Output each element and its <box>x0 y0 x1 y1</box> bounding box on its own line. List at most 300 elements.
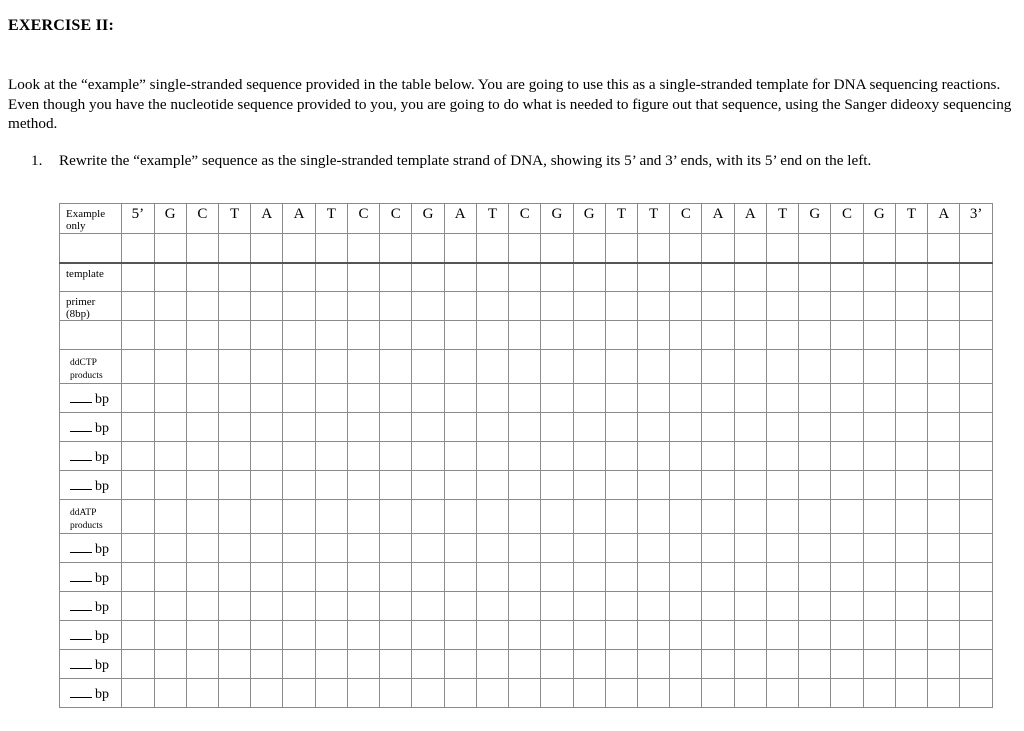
answer-cell[interactable] <box>509 350 541 384</box>
answer-cell[interactable] <box>734 292 766 321</box>
answer-cell[interactable] <box>380 679 412 708</box>
answer-cell[interactable] <box>863 384 895 413</box>
answer-cell[interactable] <box>573 500 605 534</box>
answer-cell[interactable] <box>380 563 412 592</box>
answer-cell[interactable] <box>960 384 993 413</box>
answer-cell[interactable] <box>605 563 637 592</box>
answer-cell[interactable] <box>218 413 250 442</box>
answer-cell[interactable] <box>509 384 541 413</box>
answer-cell[interactable] <box>670 321 702 350</box>
answer-cell[interactable] <box>573 350 605 384</box>
answer-cell[interactable] <box>670 442 702 471</box>
answer-cell[interactable] <box>863 592 895 621</box>
answer-cell[interactable] <box>928 442 960 471</box>
answer-cell[interactable] <box>895 292 927 321</box>
answer-cell[interactable] <box>412 292 444 321</box>
answer-cell[interactable] <box>799 234 831 263</box>
answer-cell[interactable] <box>122 350 154 384</box>
answer-cell[interactable] <box>928 534 960 563</box>
answer-cell[interactable] <box>670 592 702 621</box>
answer-cell[interactable] <box>573 621 605 650</box>
answer-cell[interactable] <box>444 500 476 534</box>
answer-cell[interactable] <box>218 650 250 679</box>
answer-cell[interactable] <box>380 534 412 563</box>
answer-cell[interactable] <box>476 384 508 413</box>
answer-cell[interactable] <box>186 384 218 413</box>
bp-blank-line[interactable] <box>70 390 92 403</box>
answer-cell[interactable] <box>799 321 831 350</box>
answer-cell[interactable] <box>186 263 218 292</box>
answer-cell[interactable] <box>960 500 993 534</box>
answer-cell[interactable] <box>347 679 379 708</box>
answer-cell[interactable] <box>154 621 186 650</box>
answer-cell[interactable] <box>283 442 315 471</box>
answer-cell[interactable] <box>251 534 283 563</box>
answer-cell[interactable] <box>347 534 379 563</box>
answer-cell[interactable] <box>928 471 960 500</box>
answer-cell[interactable] <box>541 471 573 500</box>
bp-blank-line[interactable] <box>70 419 92 432</box>
answer-cell[interactable] <box>218 384 250 413</box>
answer-cell[interactable] <box>380 650 412 679</box>
answer-cell[interactable] <box>766 234 798 263</box>
answer-cell[interactable] <box>895 500 927 534</box>
answer-cell[interactable] <box>218 292 250 321</box>
answer-cell[interactable] <box>476 650 508 679</box>
answer-cell[interactable] <box>541 413 573 442</box>
answer-cell[interactable] <box>734 563 766 592</box>
answer-cell[interactable] <box>766 442 798 471</box>
answer-cell[interactable] <box>895 321 927 350</box>
answer-cell[interactable] <box>412 321 444 350</box>
answer-cell[interactable] <box>122 471 154 500</box>
answer-cell[interactable] <box>670 679 702 708</box>
answer-cell[interactable] <box>509 650 541 679</box>
answer-cell[interactable] <box>509 592 541 621</box>
answer-cell[interactable] <box>444 650 476 679</box>
answer-cell[interactable] <box>315 321 347 350</box>
answer-cell[interactable] <box>380 621 412 650</box>
answer-cell[interactable] <box>573 563 605 592</box>
answer-cell[interactable] <box>799 442 831 471</box>
answer-cell[interactable] <box>799 471 831 500</box>
answer-cell[interactable] <box>315 442 347 471</box>
answer-cell[interactable] <box>283 534 315 563</box>
bp-blank-line[interactable] <box>70 656 92 669</box>
answer-cell[interactable] <box>347 350 379 384</box>
answer-cell[interactable] <box>251 234 283 263</box>
answer-cell[interactable] <box>831 500 863 534</box>
answer-cell[interactable] <box>960 413 993 442</box>
answer-cell[interactable] <box>766 534 798 563</box>
answer-cell[interactable] <box>509 679 541 708</box>
answer-cell[interactable] <box>928 413 960 442</box>
answer-cell[interactable] <box>734 500 766 534</box>
answer-cell[interactable] <box>863 621 895 650</box>
answer-cell[interactable] <box>380 292 412 321</box>
answer-cell[interactable] <box>831 321 863 350</box>
answer-cell[interactable] <box>702 621 734 650</box>
answer-cell[interactable] <box>799 413 831 442</box>
answer-cell[interactable] <box>380 384 412 413</box>
answer-cell[interactable] <box>347 500 379 534</box>
answer-cell[interactable] <box>702 321 734 350</box>
answer-cell[interactable] <box>541 500 573 534</box>
answer-cell[interactable] <box>799 650 831 679</box>
answer-cell[interactable] <box>638 442 670 471</box>
answer-cell[interactable] <box>509 442 541 471</box>
answer-cell[interactable] <box>122 292 154 321</box>
answer-cell[interactable] <box>509 234 541 263</box>
answer-cell[interactable] <box>863 234 895 263</box>
answer-cell[interactable] <box>444 263 476 292</box>
answer-cell[interactable] <box>347 263 379 292</box>
answer-cell[interactable] <box>702 563 734 592</box>
answer-cell[interactable] <box>960 263 993 292</box>
answer-cell[interactable] <box>122 500 154 534</box>
answer-cell[interactable] <box>315 234 347 263</box>
answer-cell[interactable] <box>541 234 573 263</box>
answer-cell[interactable] <box>412 592 444 621</box>
answer-cell[interactable] <box>218 234 250 263</box>
answer-cell[interactable] <box>605 592 637 621</box>
answer-cell[interactable] <box>154 650 186 679</box>
answer-cell[interactable] <box>251 384 283 413</box>
answer-cell[interactable] <box>283 234 315 263</box>
answer-cell[interactable] <box>638 563 670 592</box>
answer-cell[interactable] <box>605 471 637 500</box>
answer-cell[interactable] <box>251 442 283 471</box>
answer-cell[interactable] <box>670 500 702 534</box>
answer-cell[interactable] <box>638 621 670 650</box>
answer-cell[interactable] <box>476 563 508 592</box>
answer-cell[interactable] <box>702 292 734 321</box>
answer-cell[interactable] <box>605 534 637 563</box>
answer-cell[interactable] <box>251 592 283 621</box>
bp-blank-line[interactable] <box>70 477 92 490</box>
answer-cell[interactable] <box>476 263 508 292</box>
answer-cell[interactable] <box>283 471 315 500</box>
answer-cell[interactable] <box>831 650 863 679</box>
answer-cell[interactable] <box>831 534 863 563</box>
answer-cell[interactable] <box>315 534 347 563</box>
answer-cell[interactable] <box>218 350 250 384</box>
answer-cell[interactable] <box>670 471 702 500</box>
answer-cell[interactable] <box>444 384 476 413</box>
answer-cell[interactable] <box>283 384 315 413</box>
answer-cell[interactable] <box>509 321 541 350</box>
answer-cell[interactable] <box>380 471 412 500</box>
answer-cell[interactable] <box>476 621 508 650</box>
answer-cell[interactable] <box>799 563 831 592</box>
answer-cell[interactable] <box>283 621 315 650</box>
answer-cell[interactable] <box>766 563 798 592</box>
answer-cell[interactable] <box>251 350 283 384</box>
answer-cell[interactable] <box>444 350 476 384</box>
answer-cell[interactable] <box>315 650 347 679</box>
answer-cell[interactable] <box>186 650 218 679</box>
answer-cell[interactable] <box>895 263 927 292</box>
answer-cell[interactable] <box>218 534 250 563</box>
answer-cell[interactable] <box>863 321 895 350</box>
answer-cell[interactable] <box>702 263 734 292</box>
answer-cell[interactable] <box>766 471 798 500</box>
answer-cell[interactable] <box>638 592 670 621</box>
answer-cell[interactable] <box>960 471 993 500</box>
answer-cell[interactable] <box>315 563 347 592</box>
answer-cell[interactable] <box>638 413 670 442</box>
answer-cell[interactable] <box>251 471 283 500</box>
answer-cell[interactable] <box>541 292 573 321</box>
answer-cell[interactable] <box>895 563 927 592</box>
answer-cell[interactable] <box>960 292 993 321</box>
answer-cell[interactable] <box>444 471 476 500</box>
answer-cell[interactable] <box>218 263 250 292</box>
answer-cell[interactable] <box>218 679 250 708</box>
answer-cell[interactable] <box>638 679 670 708</box>
answer-cell[interactable] <box>766 592 798 621</box>
answer-cell[interactable] <box>895 442 927 471</box>
answer-cell[interactable] <box>251 263 283 292</box>
answer-cell[interactable] <box>154 384 186 413</box>
answer-cell[interactable] <box>283 292 315 321</box>
answer-cell[interactable] <box>315 621 347 650</box>
answer-cell[interactable] <box>702 679 734 708</box>
answer-cell[interactable] <box>638 500 670 534</box>
answer-cell[interactable] <box>380 442 412 471</box>
answer-cell[interactable] <box>541 442 573 471</box>
answer-cell[interactable] <box>444 321 476 350</box>
answer-cell[interactable] <box>444 563 476 592</box>
answer-cell[interactable] <box>766 679 798 708</box>
answer-cell[interactable] <box>670 263 702 292</box>
answer-cell[interactable] <box>347 413 379 442</box>
answer-cell[interactable] <box>895 471 927 500</box>
answer-cell[interactable] <box>799 621 831 650</box>
answer-cell[interactable] <box>928 592 960 621</box>
answer-cell[interactable] <box>831 413 863 442</box>
answer-cell[interactable] <box>444 413 476 442</box>
answer-cell[interactable] <box>605 500 637 534</box>
answer-cell[interactable] <box>541 621 573 650</box>
answer-cell[interactable] <box>476 321 508 350</box>
answer-cell[interactable] <box>573 263 605 292</box>
answer-cell[interactable] <box>960 350 993 384</box>
answer-cell[interactable] <box>283 350 315 384</box>
answer-cell[interactable] <box>670 350 702 384</box>
answer-cell[interactable] <box>186 442 218 471</box>
answer-cell[interactable] <box>251 321 283 350</box>
answer-cell[interactable] <box>960 592 993 621</box>
answer-cell[interactable] <box>638 350 670 384</box>
answer-cell[interactable] <box>928 500 960 534</box>
answer-cell[interactable] <box>863 263 895 292</box>
answer-cell[interactable] <box>476 592 508 621</box>
answer-cell[interactable] <box>154 442 186 471</box>
answer-cell[interactable] <box>702 534 734 563</box>
answer-cell[interactable] <box>315 592 347 621</box>
answer-cell[interactable] <box>831 621 863 650</box>
answer-cell[interactable] <box>960 679 993 708</box>
answer-cell[interactable] <box>863 292 895 321</box>
answer-cell[interactable] <box>895 413 927 442</box>
answer-cell[interactable] <box>218 471 250 500</box>
answer-cell[interactable] <box>154 350 186 384</box>
answer-cell[interactable] <box>283 650 315 679</box>
answer-cell[interactable] <box>734 471 766 500</box>
answer-cell[interactable] <box>476 442 508 471</box>
answer-cell[interactable] <box>702 234 734 263</box>
answer-cell[interactable] <box>605 442 637 471</box>
answer-cell[interactable] <box>186 679 218 708</box>
answer-cell[interactable] <box>670 234 702 263</box>
answer-cell[interactable] <box>380 234 412 263</box>
answer-cell[interactable] <box>670 650 702 679</box>
answer-cell[interactable] <box>670 292 702 321</box>
answer-cell[interactable] <box>251 500 283 534</box>
answer-cell[interactable] <box>315 679 347 708</box>
answer-cell[interactable] <box>218 500 250 534</box>
answer-cell[interactable] <box>670 534 702 563</box>
answer-cell[interactable] <box>638 321 670 350</box>
answer-cell[interactable] <box>928 292 960 321</box>
answer-cell[interactable] <box>315 350 347 384</box>
answer-cell[interactable] <box>122 234 154 263</box>
answer-cell[interactable] <box>573 292 605 321</box>
answer-cell[interactable] <box>702 384 734 413</box>
answer-cell[interactable] <box>412 263 444 292</box>
answer-cell[interactable] <box>863 534 895 563</box>
answer-cell[interactable] <box>412 413 444 442</box>
answer-cell[interactable] <box>476 500 508 534</box>
answer-cell[interactable] <box>638 471 670 500</box>
answer-cell[interactable] <box>186 621 218 650</box>
answer-cell[interactable] <box>154 234 186 263</box>
answer-cell[interactable] <box>380 263 412 292</box>
answer-cell[interactable] <box>122 621 154 650</box>
answer-cell[interactable] <box>154 263 186 292</box>
answer-cell[interactable] <box>831 679 863 708</box>
answer-cell[interactable] <box>154 563 186 592</box>
answer-cell[interactable] <box>734 234 766 263</box>
answer-cell[interactable] <box>315 384 347 413</box>
answer-cell[interactable] <box>283 592 315 621</box>
answer-cell[interactable] <box>315 500 347 534</box>
answer-cell[interactable] <box>605 413 637 442</box>
answer-cell[interactable] <box>928 263 960 292</box>
answer-cell[interactable] <box>186 592 218 621</box>
answer-cell[interactable] <box>766 650 798 679</box>
answer-cell[interactable] <box>476 292 508 321</box>
answer-cell[interactable] <box>541 350 573 384</box>
answer-cell[interactable] <box>476 234 508 263</box>
answer-cell[interactable] <box>347 321 379 350</box>
answer-cell[interactable] <box>799 592 831 621</box>
answer-cell[interactable] <box>638 534 670 563</box>
answer-cell[interactable] <box>380 350 412 384</box>
answer-cell[interactable] <box>122 679 154 708</box>
answer-cell[interactable] <box>734 592 766 621</box>
answer-cell[interactable] <box>283 263 315 292</box>
answer-cell[interactable] <box>347 234 379 263</box>
answer-cell[interactable] <box>766 321 798 350</box>
answer-cell[interactable] <box>347 650 379 679</box>
answer-cell[interactable] <box>863 413 895 442</box>
answer-cell[interactable] <box>154 534 186 563</box>
answer-cell[interactable] <box>863 679 895 708</box>
answer-cell[interactable] <box>605 350 637 384</box>
answer-cell[interactable] <box>734 321 766 350</box>
answer-cell[interactable] <box>476 471 508 500</box>
answer-cell[interactable] <box>960 234 993 263</box>
answer-cell[interactable] <box>186 563 218 592</box>
answer-cell[interactable] <box>122 321 154 350</box>
answer-cell[interactable] <box>509 563 541 592</box>
answer-cell[interactable] <box>928 563 960 592</box>
answer-cell[interactable] <box>509 263 541 292</box>
answer-cell[interactable] <box>315 413 347 442</box>
answer-cell[interactable] <box>734 442 766 471</box>
answer-cell[interactable] <box>218 563 250 592</box>
answer-cell[interactable] <box>444 679 476 708</box>
answer-cell[interactable] <box>218 621 250 650</box>
answer-cell[interactable] <box>380 592 412 621</box>
answer-cell[interactable] <box>186 234 218 263</box>
answer-cell[interactable] <box>831 592 863 621</box>
answer-cell[interactable] <box>605 650 637 679</box>
answer-cell[interactable] <box>412 650 444 679</box>
answer-cell[interactable] <box>283 679 315 708</box>
answer-cell[interactable] <box>412 679 444 708</box>
answer-cell[interactable] <box>315 292 347 321</box>
answer-cell[interactable] <box>831 263 863 292</box>
answer-cell[interactable] <box>154 471 186 500</box>
answer-cell[interactable] <box>573 592 605 621</box>
answer-cell[interactable] <box>412 500 444 534</box>
answer-cell[interactable] <box>541 592 573 621</box>
answer-cell[interactable] <box>734 263 766 292</box>
answer-cell[interactable] <box>573 650 605 679</box>
answer-cell[interactable] <box>702 442 734 471</box>
answer-cell[interactable] <box>960 534 993 563</box>
bp-blank-line[interactable] <box>70 569 92 582</box>
answer-cell[interactable] <box>766 384 798 413</box>
answer-cell[interactable] <box>573 534 605 563</box>
answer-cell[interactable] <box>122 563 154 592</box>
answer-cell[interactable] <box>799 500 831 534</box>
answer-cell[interactable] <box>605 679 637 708</box>
answer-cell[interactable] <box>509 621 541 650</box>
answer-cell[interactable] <box>960 321 993 350</box>
answer-cell[interactable] <box>895 650 927 679</box>
answer-cell[interactable] <box>251 679 283 708</box>
answer-cell[interactable] <box>541 563 573 592</box>
answer-cell[interactable] <box>347 292 379 321</box>
answer-cell[interactable] <box>605 234 637 263</box>
answer-cell[interactable] <box>766 500 798 534</box>
answer-cell[interactable] <box>799 263 831 292</box>
answer-cell[interactable] <box>895 534 927 563</box>
answer-cell[interactable] <box>928 621 960 650</box>
answer-cell[interactable] <box>638 263 670 292</box>
answer-cell[interactable] <box>186 534 218 563</box>
answer-cell[interactable] <box>412 471 444 500</box>
answer-cell[interactable] <box>476 679 508 708</box>
answer-cell[interactable] <box>186 471 218 500</box>
answer-cell[interactable] <box>251 413 283 442</box>
answer-cell[interactable] <box>960 442 993 471</box>
bp-blank-line[interactable] <box>70 540 92 553</box>
